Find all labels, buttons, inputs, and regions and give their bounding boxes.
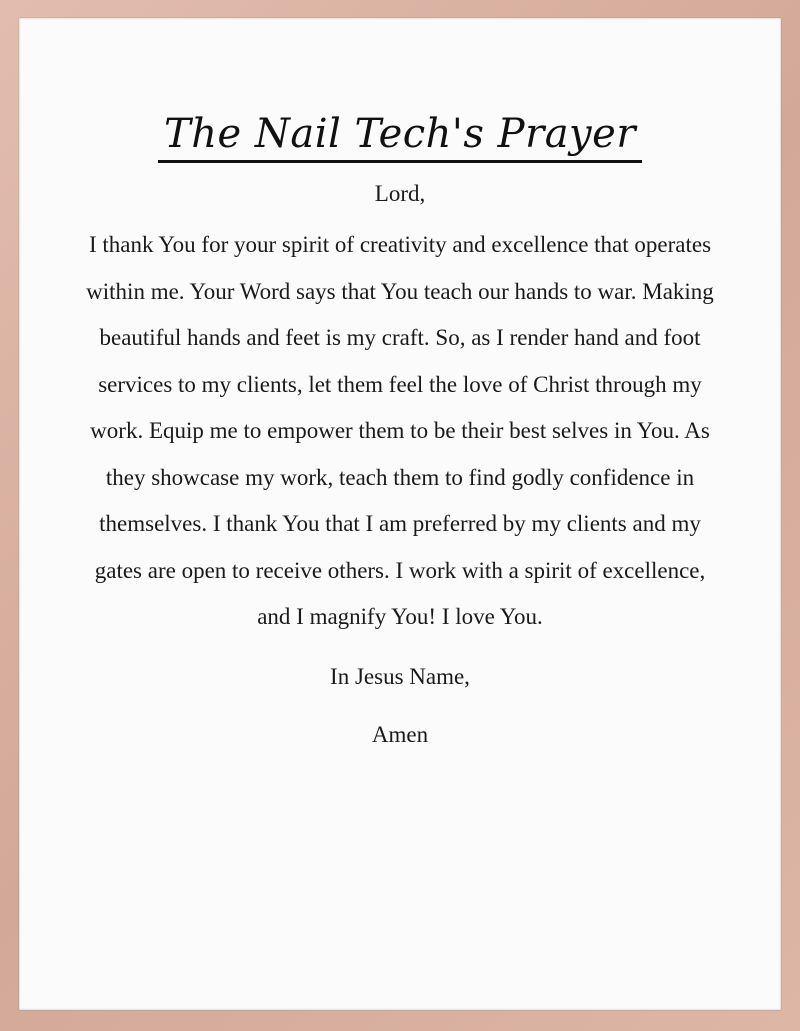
prayer-paper: [19, 18, 781, 1010]
prayer-body: I thank You for your spirit of creativity and excellence that operates within me. Your Word says that You teach our hands to war. Making beautiful hands and feet is my craft. So, as I render hand and foot services to my clients, let them feel the love of Christ through my work. Equip me to empower them to be their best selves in You. As they showcase my work, teach them to find godly confidence in themselves. I thank You that I am preferred by my clients and my gates are open to receive others. I work with a spirit of excellence, and I magnify You! I love You.: [86, 232, 714, 629]
salutation: Lord,: [374, 181, 426, 206]
prayer-text-block: [79, 180, 721, 749]
prayer-title: The Nail Tech's Prayer: [158, 108, 642, 163]
amen-line: Amen: [371, 721, 429, 747]
closing-line: In Jesus Name,: [330, 663, 470, 689]
title-container: [19, 108, 781, 163]
